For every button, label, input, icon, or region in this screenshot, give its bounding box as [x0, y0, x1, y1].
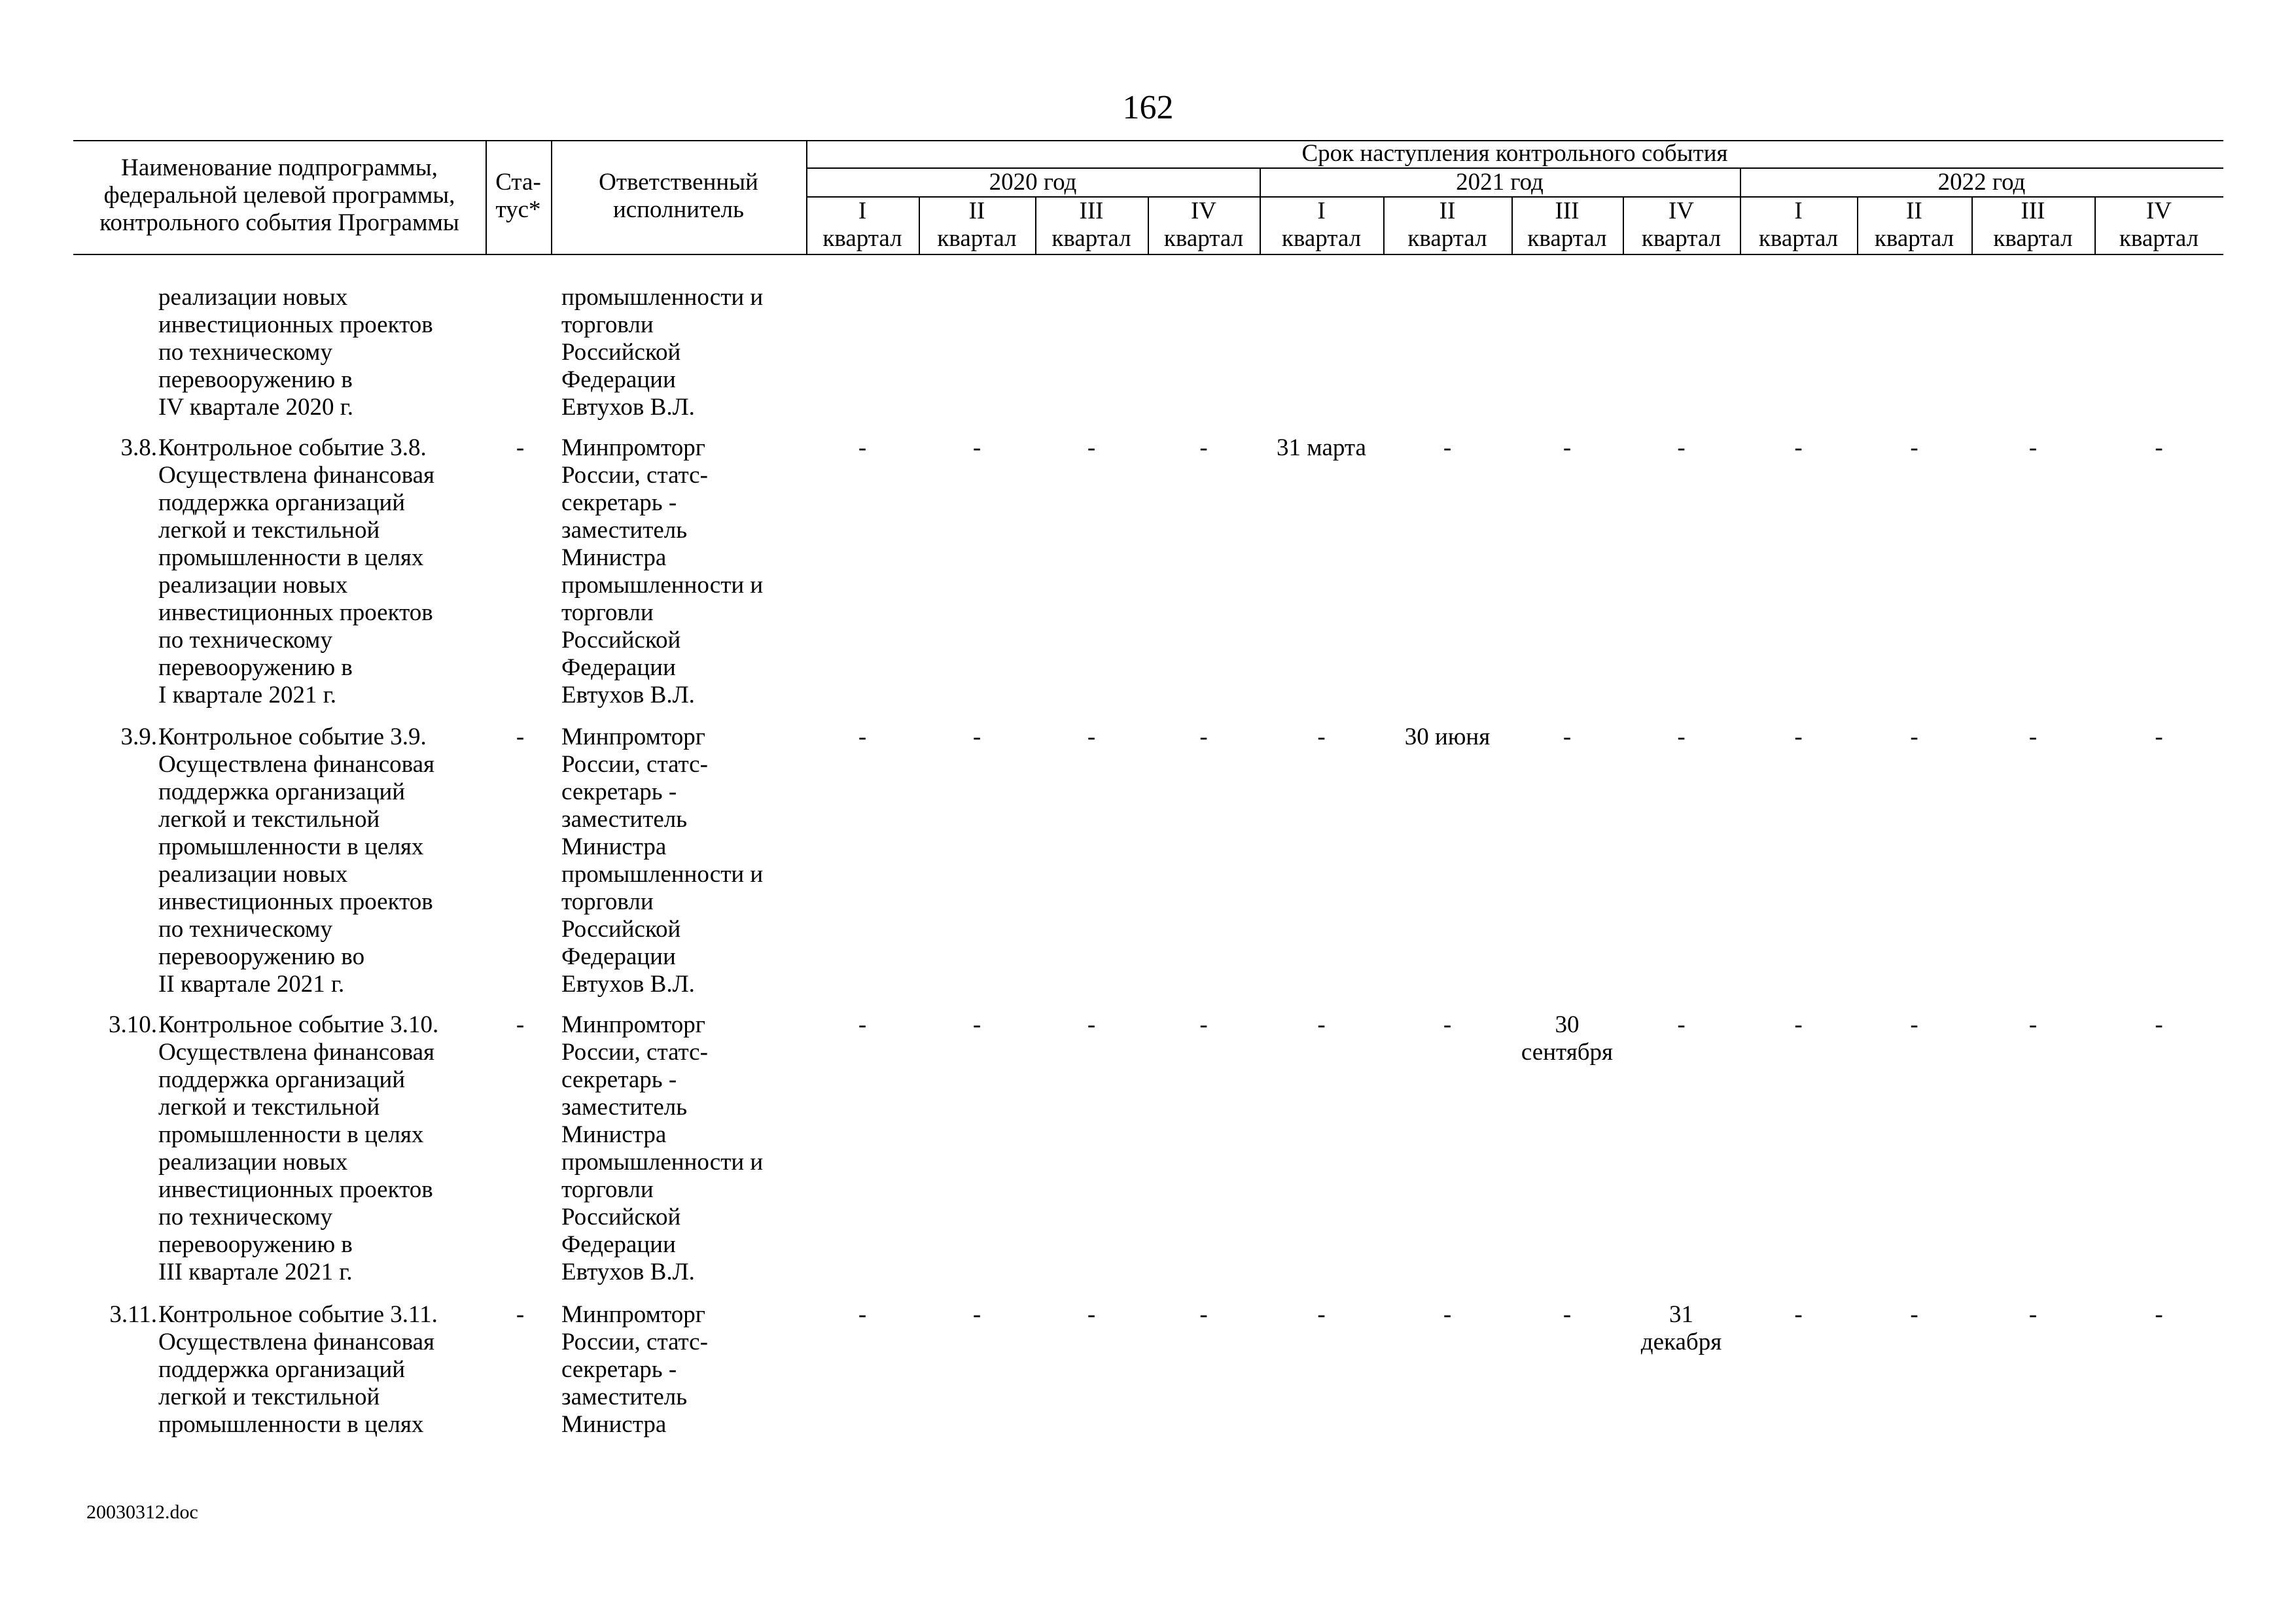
- executor-line: заместитель: [561, 1384, 688, 1410]
- executor-line: России, статс-: [561, 1329, 708, 1355]
- quarter-cell: [1250, 1301, 1394, 1329]
- quarter-cell-line: -: [1087, 1301, 1096, 1328]
- executor-line: Российской: [561, 916, 681, 943]
- quarter-cell-line: -: [858, 1301, 867, 1328]
- executor-line: промышленности и: [561, 861, 764, 888]
- name-column-header: федеральной целевой программы,: [103, 182, 455, 209]
- quarter-cell-line: сентября: [1521, 1039, 1614, 1066]
- quarter-cell-line: -: [1199, 434, 1208, 461]
- quarter-numeral: III: [1079, 198, 1104, 224]
- executor-line: Министра: [561, 833, 667, 860]
- quarter-cell-line: декабря: [1640, 1329, 1722, 1355]
- quarter-cell-line: -: [2028, 1301, 2038, 1328]
- quarter-cell-line: -: [1199, 1011, 1208, 1038]
- status-value: -: [516, 434, 525, 461]
- executor-line: секретарь -: [561, 778, 677, 805]
- quarter-cell-line: -: [972, 434, 981, 461]
- quarter-cell-line: -: [1563, 1301, 1572, 1328]
- quarter-cell-line: -: [2155, 1301, 2163, 1328]
- event-name-line: по техническому: [158, 339, 332, 366]
- event-name-line: Контрольное событие 3.9.: [158, 724, 427, 750]
- executor-line: России, статс-: [561, 751, 708, 778]
- status-column-header: Ста-: [495, 169, 541, 196]
- event-name-line: промышленности в целях: [158, 1121, 424, 1148]
- executor-line: Федерации: [561, 1231, 676, 1258]
- event-name-line: промышленности в целях: [158, 833, 424, 860]
- quarter-cell-line: -: [2155, 1011, 2163, 1038]
- quarter-cell: [2087, 1011, 2231, 1039]
- event-name-line: легкой и текстильной: [158, 806, 380, 833]
- executor-line: Министра: [561, 1121, 667, 1148]
- year-header: 2020 год: [989, 169, 1077, 196]
- quarter-cell-line: -: [1087, 724, 1096, 750]
- deadline-title: Срок наступления контрольного события: [1301, 140, 1728, 167]
- executor-line: заместитель: [561, 806, 688, 833]
- quarter-cell-line: -: [1794, 1011, 1803, 1038]
- event-name-line: III квартале 2021 г.: [158, 1259, 353, 1285]
- event-name-line: реализации новых: [158, 1149, 348, 1176]
- event-name-line: инвестиционных проектов: [158, 599, 433, 626]
- executor: [561, 1301, 797, 1439]
- quarter-cell-line: 30: [1555, 1011, 1580, 1038]
- quarter-numeral: IV: [2146, 198, 2172, 224]
- event-name-line: перевооружению в: [158, 366, 353, 393]
- event-name-line: инвестиционных проектов: [158, 1176, 433, 1203]
- executor-line: России, статс-: [561, 462, 708, 489]
- event-number: 3.10.: [109, 1011, 157, 1038]
- executor-line: Евтухов В.Л.: [561, 971, 695, 998]
- executor-line: Минпромторг: [561, 1301, 705, 1328]
- quarter-cell-line: -: [2028, 1011, 2038, 1038]
- quarter-cell-line: -: [1199, 1301, 1208, 1328]
- quarter-label: квартал: [937, 225, 1017, 252]
- executor: [561, 724, 797, 998]
- quarter-cell-line: -: [1087, 1011, 1096, 1038]
- event-name-line: реализации новых: [158, 284, 348, 311]
- executor-line: Евтухов В.Л.: [561, 682, 695, 708]
- quarter-cell: [1250, 1011, 1394, 1039]
- executor-column-header: Ответственный: [599, 169, 758, 196]
- quarter-label: квартал: [822, 225, 902, 252]
- name-column-header: Наименование подпрограммы,: [121, 154, 438, 181]
- executor-line: России, статс-: [561, 1039, 708, 1066]
- event-name-line: Осуществлена финансовая: [158, 1039, 435, 1066]
- quarter-cell: [1250, 434, 1394, 462]
- event-name-line: промышленности в целях: [158, 1411, 424, 1438]
- executor-line: Минпромторг: [561, 434, 705, 461]
- quarter-numeral: IV: [1190, 198, 1217, 224]
- quarter-cell-line: -: [2155, 724, 2163, 750]
- quarter-numeral: III: [2021, 198, 2045, 224]
- event-name-line: Контрольное событие 3.10.: [158, 1011, 439, 1038]
- event-name-line: по техническому: [158, 1204, 332, 1230]
- quarter-cell: [1961, 434, 2105, 462]
- quarter-numeral: II: [1906, 198, 1922, 224]
- event-name-line: Контрольное событие 3.11.: [158, 1301, 438, 1328]
- executor-line: Министра: [561, 1411, 667, 1438]
- executor-line: Российской: [561, 1204, 681, 1230]
- year-header: 2021 год: [1456, 169, 1544, 196]
- quarter-cell: [1250, 724, 1394, 751]
- quarter-cell-line: -: [1087, 434, 1096, 461]
- event-name-line: Осуществлена финансовая: [158, 751, 435, 778]
- quarter-cell-line: 30 июня: [1404, 724, 1491, 750]
- page-number: 162: [1122, 89, 1174, 126]
- quarter-cell-line: -: [858, 724, 867, 750]
- executor-line: промышленности и: [561, 1149, 764, 1176]
- event-name-line: поддержка организаций: [158, 1356, 406, 1383]
- quarter-numeral: I: [1794, 198, 1803, 224]
- executor: [561, 284, 797, 421]
- quarter-label: квартал: [2119, 225, 2199, 252]
- quarter-cell-line: -: [1563, 434, 1572, 461]
- quarter-cell-line: -: [1317, 1011, 1326, 1038]
- event-name-line: поддержка организаций: [158, 1066, 406, 1093]
- event-name-line: реализации новых: [158, 572, 348, 599]
- quarter-cell-line: -: [1910, 434, 1918, 461]
- quarter-numeral: I: [1317, 198, 1326, 224]
- executor-line: заместитель: [561, 1094, 688, 1121]
- quarter-label: квартал: [1993, 225, 2073, 252]
- executor-line: Евтухов В.Л.: [561, 1259, 695, 1285]
- quarter-cell-line: -: [1910, 724, 1918, 750]
- quarter-cell-line: 31: [1669, 1301, 1693, 1328]
- quarter-cell-line: 31 марта: [1277, 434, 1366, 461]
- quarter-numeral: I: [858, 198, 867, 224]
- executor-line: секретарь -: [561, 489, 677, 516]
- quarter-label: квартал: [1163, 225, 1244, 252]
- event-name-line: поддержка организаций: [158, 778, 406, 805]
- status-value: -: [516, 1011, 525, 1038]
- quarter-cell-line: -: [858, 1011, 867, 1038]
- quarter-cell: [2087, 724, 2231, 751]
- quarter-label: квартал: [1758, 225, 1839, 252]
- event-name: [158, 434, 499, 709]
- name-column-header: контрольного события Программы: [99, 209, 459, 236]
- quarter-label: квартал: [1051, 225, 1131, 252]
- executor-line: секретарь -: [561, 1356, 677, 1383]
- quarter-cell: [1961, 724, 2105, 751]
- event-name: [158, 1011, 499, 1286]
- quarter-label: квартал: [1527, 225, 1607, 252]
- executor-line: секретарь -: [561, 1066, 677, 1093]
- quarter-cell-line: -: [972, 1301, 981, 1328]
- event-number: 3.11.: [109, 1301, 157, 1328]
- quarter-cell-line: -: [1563, 724, 1572, 750]
- event-name-line: Контрольное событие 3.8.: [158, 434, 427, 461]
- quarter-cell-line: -: [1443, 1301, 1452, 1328]
- quarter-cell-line: -: [1677, 434, 1686, 461]
- quarter-label: квартал: [1641, 225, 1722, 252]
- quarter-cell-line: -: [1199, 724, 1208, 750]
- executor-line: Федерации: [561, 943, 676, 970]
- event-name-line: перевооружению во: [158, 943, 365, 970]
- executor-line: Федерации: [561, 654, 676, 681]
- executor-line: торговли: [561, 888, 654, 915]
- quarter-cell-line: -: [1677, 1011, 1686, 1038]
- executor-line: торговли: [561, 1176, 654, 1203]
- quarter-cell-line: -: [1317, 1301, 1326, 1328]
- event-name-line: реализации новых: [158, 861, 348, 888]
- footer-filename: 20030312.doc: [86, 1501, 198, 1523]
- quarter-cell-line: -: [972, 1011, 981, 1038]
- executor-line: Российской: [561, 339, 681, 366]
- event-name-line: по техническому: [158, 627, 332, 654]
- quarter-cell-line: -: [858, 434, 867, 461]
- status-value: -: [516, 724, 525, 750]
- quarter-cell: [1961, 1301, 2105, 1329]
- quarter-cell-line: -: [2028, 434, 2038, 461]
- executor-line: торговли: [561, 599, 654, 626]
- executor-line: Евтухов В.Л.: [561, 394, 695, 421]
- quarter-cell: [1961, 1011, 2105, 1039]
- event-name-line: перевооружению в: [158, 1231, 353, 1258]
- event-name: [158, 724, 499, 998]
- event-number: 3.9.: [120, 724, 157, 750]
- quarter-numeral: II: [1439, 198, 1456, 224]
- event-name-line: легкой и текстильной: [158, 1094, 380, 1121]
- event-name-line: инвестиционных проектов: [158, 311, 433, 338]
- event-name-line: по техническому: [158, 916, 332, 943]
- event-name-line: перевооружению в: [158, 654, 353, 681]
- executor-line: промышленности и: [561, 284, 764, 311]
- quarter-numeral: III: [1555, 198, 1580, 224]
- executor-column-header: исполнитель: [612, 196, 745, 223]
- event-name-line: Осуществлена финансовая: [158, 462, 435, 489]
- event-name-line: промышленности в целях: [158, 544, 424, 571]
- quarter-numeral: II: [968, 198, 985, 224]
- executor-line: Федерации: [561, 366, 676, 393]
- quarter-cell-line: -: [1677, 724, 1686, 750]
- event-number: 3.8.: [120, 434, 157, 461]
- event-name-line: поддержка организаций: [158, 489, 406, 516]
- event-name-line: IV квартале 2020 г.: [158, 394, 354, 421]
- executor-line: Минпромторг: [561, 1011, 705, 1038]
- quarter-cell: [2087, 434, 2231, 462]
- quarter-cell: [2087, 1301, 2231, 1329]
- quarter-cell-line: -: [1910, 1301, 1918, 1328]
- executor: [561, 434, 797, 709]
- status-value: -: [516, 1301, 525, 1328]
- quarter-label: квартал: [1874, 225, 1954, 252]
- quarter-cell-line: -: [1443, 1011, 1452, 1038]
- quarter-cell-line: -: [1910, 1011, 1918, 1038]
- event-name-line: Осуществлена финансовая: [158, 1329, 435, 1355]
- event-name: [158, 284, 499, 421]
- quarter-cell-line: -: [972, 724, 981, 750]
- quarter-cell-line: -: [1443, 434, 1452, 461]
- event-name-line: II квартале 2021 г.: [158, 971, 345, 998]
- executor-line: промышленности и: [561, 572, 764, 599]
- quarter-cell-line: -: [1794, 1301, 1803, 1328]
- quarter-cell-line: -: [2155, 434, 2163, 461]
- quarter-label: квартал: [1407, 225, 1487, 252]
- event-name-line: легкой и текстильной: [158, 517, 380, 544]
- year-header: 2022 год: [1937, 169, 2026, 196]
- event-name: [158, 1301, 499, 1439]
- executor-line: торговли: [561, 311, 654, 338]
- quarter-cell-line: -: [1794, 434, 1803, 461]
- event-name-line: инвестиционных проектов: [158, 888, 433, 915]
- event-name-line: легкой и текстильной: [158, 1384, 380, 1410]
- quarter-label: квартал: [1281, 225, 1362, 252]
- quarter-cell-line: -: [2028, 724, 2038, 750]
- executor-line: Минпромторг: [561, 724, 705, 750]
- quarter-cell-line: -: [1317, 724, 1326, 750]
- status-column-header: тус*: [495, 196, 541, 223]
- quarter-cell-line: -: [1794, 724, 1803, 750]
- executor-line: Российской: [561, 627, 681, 654]
- executor-line: заместитель: [561, 517, 688, 544]
- quarter-numeral: IV: [1668, 198, 1695, 224]
- executor-line: Министра: [561, 544, 667, 571]
- header-bottom-rule: [73, 254, 2223, 255]
- event-name-line: I квартале 2021 г.: [158, 682, 336, 708]
- executor: [561, 1011, 797, 1286]
